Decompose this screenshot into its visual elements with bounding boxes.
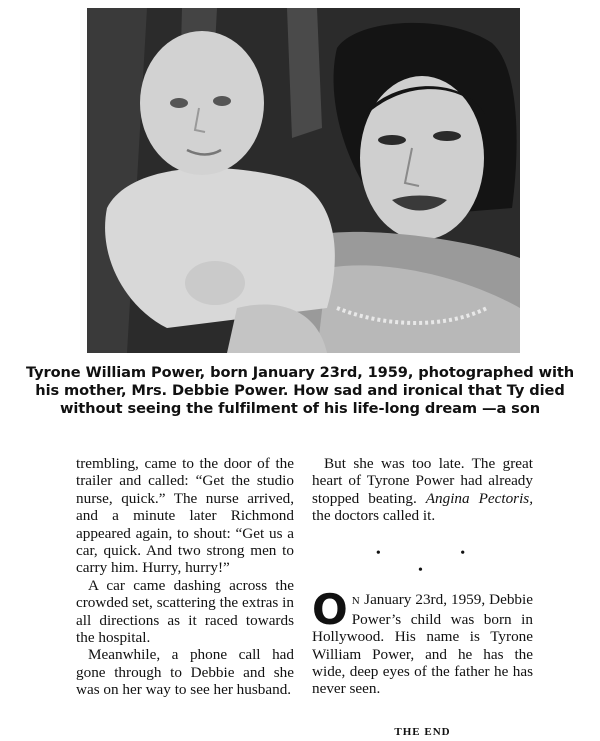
photo-caption: Tyrone William Power, born January 23rd, 1959, photographed with his mother, Mrs. Debbie Power. How sad and ironical that Ty died without seeing the fulfilment of his life-long dream —a son [25, 364, 575, 417]
paragraph: A car came dashing across the crowded set, scattering the extras in all directions as it raced towards the hospital. [76, 576, 294, 647]
photo-illustration [87, 8, 520, 353]
article-column-right [312, 455, 533, 741]
paragraph: Meanwhile, a phone call had gone through to Debbie and she was on her way to see her husband. [76, 646, 294, 699]
section-divider-dots: • • • [375, 545, 504, 579]
paragraph: But she was too late. The great heart of Tyrone Power had already stopped beating. Angina Pectoris, the doctors called it. [312, 455, 534, 525]
the-end-label: THE END [394, 725, 451, 738]
drop-cap: O [312, 585, 348, 635]
article-column-left [76, 455, 294, 699]
paragraph: O N January 23rd, 1959, Debbie Power’s child was born in Hollywood. His name is Tyrone William Power, and he has the wide, deep eyes of the father he has never seen. [312, 585, 533, 698]
photo-mother-and-baby [87, 8, 520, 353]
paragraph: trembling, came to the door of the trailer and called: “Get the studio nurse, quick.” The nurse arrived, and a minute later Richmond appeared again, to shout: “Get us a car, quick. And two strong men to carry him. Hurry, hurry!” [76, 455, 294, 577]
